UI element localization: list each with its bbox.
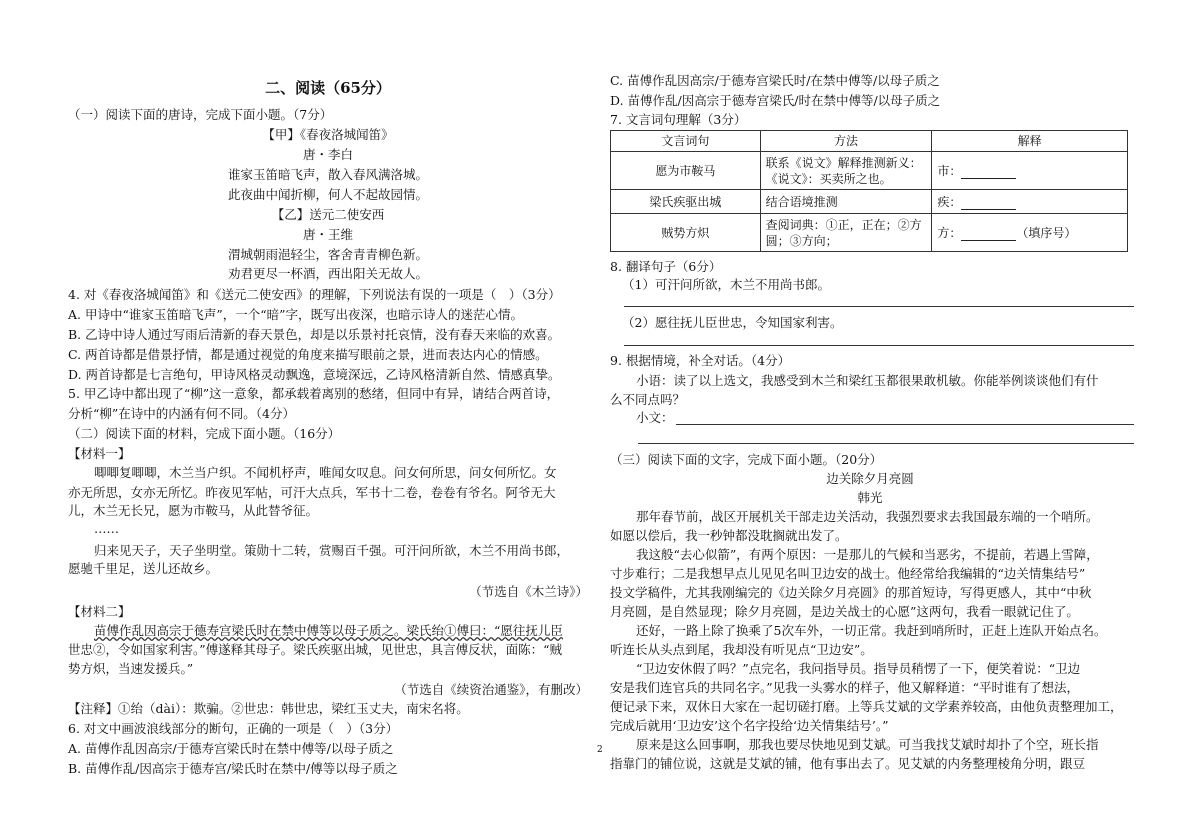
poem-b-line2: 劝君更尽一杯酒，西出阳关无故人。 [227,266,428,281]
q8-1-answer-line[interactable] [624,306,1134,307]
material1-line2: 亦无所思，女亦无所忆。昨夜见军帖，可汗大点兵，军书十二卷，卷卷有爷名。阿爷无大 [68,485,556,500]
table-cell-method: 查阅词典：①正，正在；②方圆；③方向； [760,214,932,252]
question-5-line1: 5. 甲乙诗中都出现了“柳”这一意象，都承载着离别的愁绪，但同中有异，请结合两首诗， [68,386,560,401]
para4-line4: 完成后就用‘卫边安’这个名字投给‘边关情集结号’。” [610,718,889,733]
material2-line3: 势方炽，当速发援兵。” [68,661,194,676]
q9-answer-line-1[interactable] [676,424,1134,425]
table-row [611,152,1128,190]
poem-a-author: 唐・李白 [302,147,353,162]
poem-b-author: 唐・王维 [302,227,353,242]
q8-item-1: （1）可汗问所欲，木兰不用尚书郎。 [622,277,830,292]
answer-blank[interactable] [961,197,1016,210]
table-cell-method: 联系《说文》解释推测新义：《说文》：买卖所之也。 [760,152,932,190]
table-cell-explain [932,214,1128,252]
table-header: 方法 [760,131,932,152]
explain-suffix: （填序号） [1016,225,1077,240]
annotation-note: 【注释】①绐（dài）：欺骗。②世忠：韩世忠，梁红玉丈夫，南宋名将。 [68,701,469,716]
para2-line3: 投文学稿件，尤其我刚编完的《边关除夕月亮圆》的那首短诗，写得更感人，其中“中秋 [610,585,1092,600]
para3-line2: 听连长从头点到尾，我却没有听见点“卫边安”。 [610,642,873,657]
material1-ellipsis: …… [94,521,119,536]
para4-line1: “卫边安休假了吗？”点完名，我问指导员。指导员稍愣了一下，便笑着说：“卫边 [636,661,1081,676]
q6-option-b: B. 苗傅作乱/因高宗于德寿宫/梁氏时在禁中/傅等以母子质之 [68,761,398,776]
table-cell-phrase: 愿为市鞍马 [611,152,761,190]
table-row [611,214,1128,252]
poem-a-line2: 此夜曲中闻折柳，何人不起故园情。 [227,187,428,202]
para4-line3: 便记录下来，双休日大家在一起切磋打磨。上等兵艾斌的文学素养较高，由他负责整理加工， [610,699,1123,714]
table-cell-phrase: 梁氏疾驱出城 [611,190,761,214]
question-7: 7. 文言词句理解（3分） [610,112,747,127]
explain-label: 疾： [937,194,962,209]
material2-label: 【材料二】 [68,604,131,619]
q8-item-2: （2）愿往抚儿臣世忠，令知国家利害。 [622,315,843,330]
question-8: 8. 翻译句子（6分） [610,259,722,274]
question-4: 4. 对《春夜洛城闻笛》和《送元二使安西》的理解，下列说法有误的一项是（ ）（3分） [68,287,561,302]
para4-line2: 安是我们连官兵的共同名字。”见我一头雾水的样子，他又解释道：“平时谁有了想法， [610,680,1080,695]
table-cell-method: 结合语境推测 [760,190,932,214]
material2-line2: 世忠②，令如国家利害。”傅遂释其母子。梁氏疾驱出城，见世忠，具言傅反状，面陈：“贼 [68,642,563,657]
material1-source: （节选自《木兰诗》） [469,584,588,599]
table-header: 文言词句 [611,131,761,152]
material2-source: （节选自《续资治通鉴》，有删改） [394,682,588,697]
question-5-line2: 分析“柳”在诗中的内涵有何不同。（4分） [68,406,295,421]
q9-xiaowen-label: 小文： [636,410,674,425]
question-6: 6. 对文中画波浪线部分的断句，正确的一项是（ ）（3分） [68,721,399,736]
para2-line1: 我这般“去心似箭”，有两个原因：一是那儿的气候和当恶劣，不提前，若遇上雪障， [636,547,1099,562]
part2-intro: （二）阅读下面的材料，完成下面小题。（16分） [68,426,341,441]
para1-line2: 如愿以偿后，我一秒钟都没耽搁就出发了。 [610,528,848,543]
q4-option-d: D. 两首诗都是七言绝句，甲诗风格灵动飘逸，意境深远，乙诗风格清新自然、情感真挚。 [68,367,561,382]
section-title: 二、阅读（65分） [265,79,391,97]
q6-option-c: C. 苗傅作乱因高宗/于德寿宫梁氏时/在禁中傅等/以母子质之 [610,73,940,88]
q6-option-a: A. 苗傅作乱因高宗/于德寿宫梁氏时在禁中傅等/以母子质之 [68,741,394,756]
para5-line1: 原来是这么回事啊，那我也要尽快地见到艾斌。可当我找艾斌时却扑了个空，班长指 [636,737,1099,752]
q4-option-b: B. 乙诗中诗人通过写雨后清新的春天景色，却是以乐景衬托哀情，没有春天来临的欢喜。 [68,327,561,342]
table-header-row [611,131,1128,152]
table-header: 解释 [932,131,1128,152]
para3-line1: 还好，一路上除了换乘了5次车外，一切正常。我赶到哨所时，正赶上连队开始点名。 [636,623,1107,638]
material1-line3: 儿，木兰无长兄，愿为市鞍马，从此替爷征。 [68,503,319,518]
q9-line2: 么不同点吗？ [610,392,686,407]
answer-blank[interactable] [961,228,1016,241]
table-cell-explain [932,152,1128,190]
material2-line1: 苗傅作乱因高宗于德寿宫梁氏时在禁中傅等以母子质之。梁氏绐①傅曰：“愿往抚儿臣 [94,623,563,638]
poem-a-title: 【甲】《春夜洛城闻笛》 [262,127,394,142]
page-number: 2 [597,745,603,755]
table-cell-explain [932,190,1128,214]
poem-a-line1: 谁家玉笛暗飞声，散入春风满洛城。 [227,167,428,182]
answer-blank[interactable] [961,166,1016,179]
q9-answer-line-2[interactable] [638,443,1134,444]
q6-option-d: D. 苗傅作乱/因高宗于德寿宫梁氏/时在禁中傅等/以母子质之 [610,93,941,108]
material1-line4: 归来见天子，天子坐明堂。策勋十二转，赏赐百千强。可汗问所欲，木兰不用尚书郎， [94,543,570,558]
part1-intro: （一）阅读下面的唐诗，完成下面小题。（7分） [68,107,333,122]
material1-label: 【材料一】 [68,446,131,461]
q4-option-c: C. 两首诗都是借景抒情，都是通过视觉的角度来描写眼前之景，进而表达内心的情感。 [68,347,548,362]
table-row [611,190,1128,214]
q8-2-answer-line[interactable] [624,345,1134,346]
para2-line4: 月亮圆，是自然显现；除夕月亮圆，是边关战士的心愿”这两句，我看一眼就记住了。 [610,604,1079,619]
vocab-table [610,130,1128,252]
para5-line2: 指靠门的铺位说，这就是艾斌的铺，他有事出去了。见艾斌的内务整理棱角分明，跟豆 [610,756,1086,771]
part3-intro: （三）阅读下面的文字，完成下面小题。（20分） [610,452,883,467]
q4-option-a: A. 甲诗中“谁家玉笛暗飞声”，一个“暗”字，既写出夜深，也暗示诗人的迷茫心情。 [68,307,524,322]
para2-line2: 寸步难行；二是我想早点儿见见名叫卫边安的战士。他经常给我编辑的“边关情集结号” [610,566,1086,581]
table-cell-phrase: 贼势方炽 [611,214,761,252]
poem-b-line1: 渭城朝雨浥轻尘，客舍青青柳色新。 [227,247,428,262]
question-9: 9. 根据情境，补全对话。（4分） [610,353,791,368]
explain-label: 市： [937,163,962,178]
material1-line5: 愿驰千里足，送儿还故乡。 [68,561,219,576]
poem-b-title: 【乙】送元二使安西 [271,207,385,222]
q9-line1: 小语：读了以上选文，我感受到木兰和梁红玉都很果敢机敏。你能举例谈谈他们有什 [636,373,1099,388]
para1-line1: 那年春节前，战区开展机关干部走边关活动，我强烈要求去我国最东端的一个哨所。 [636,509,1099,524]
article-title: 边关除夕月亮圆 [826,471,914,486]
article-author: 韩光 [857,490,883,505]
material1-line1: 唧唧复唧唧，木兰当户织。不闻机杼声，唯闻女叹息。问女何所思，问女何所忆。女 [94,465,557,480]
explain-label: 方： [937,225,962,240]
